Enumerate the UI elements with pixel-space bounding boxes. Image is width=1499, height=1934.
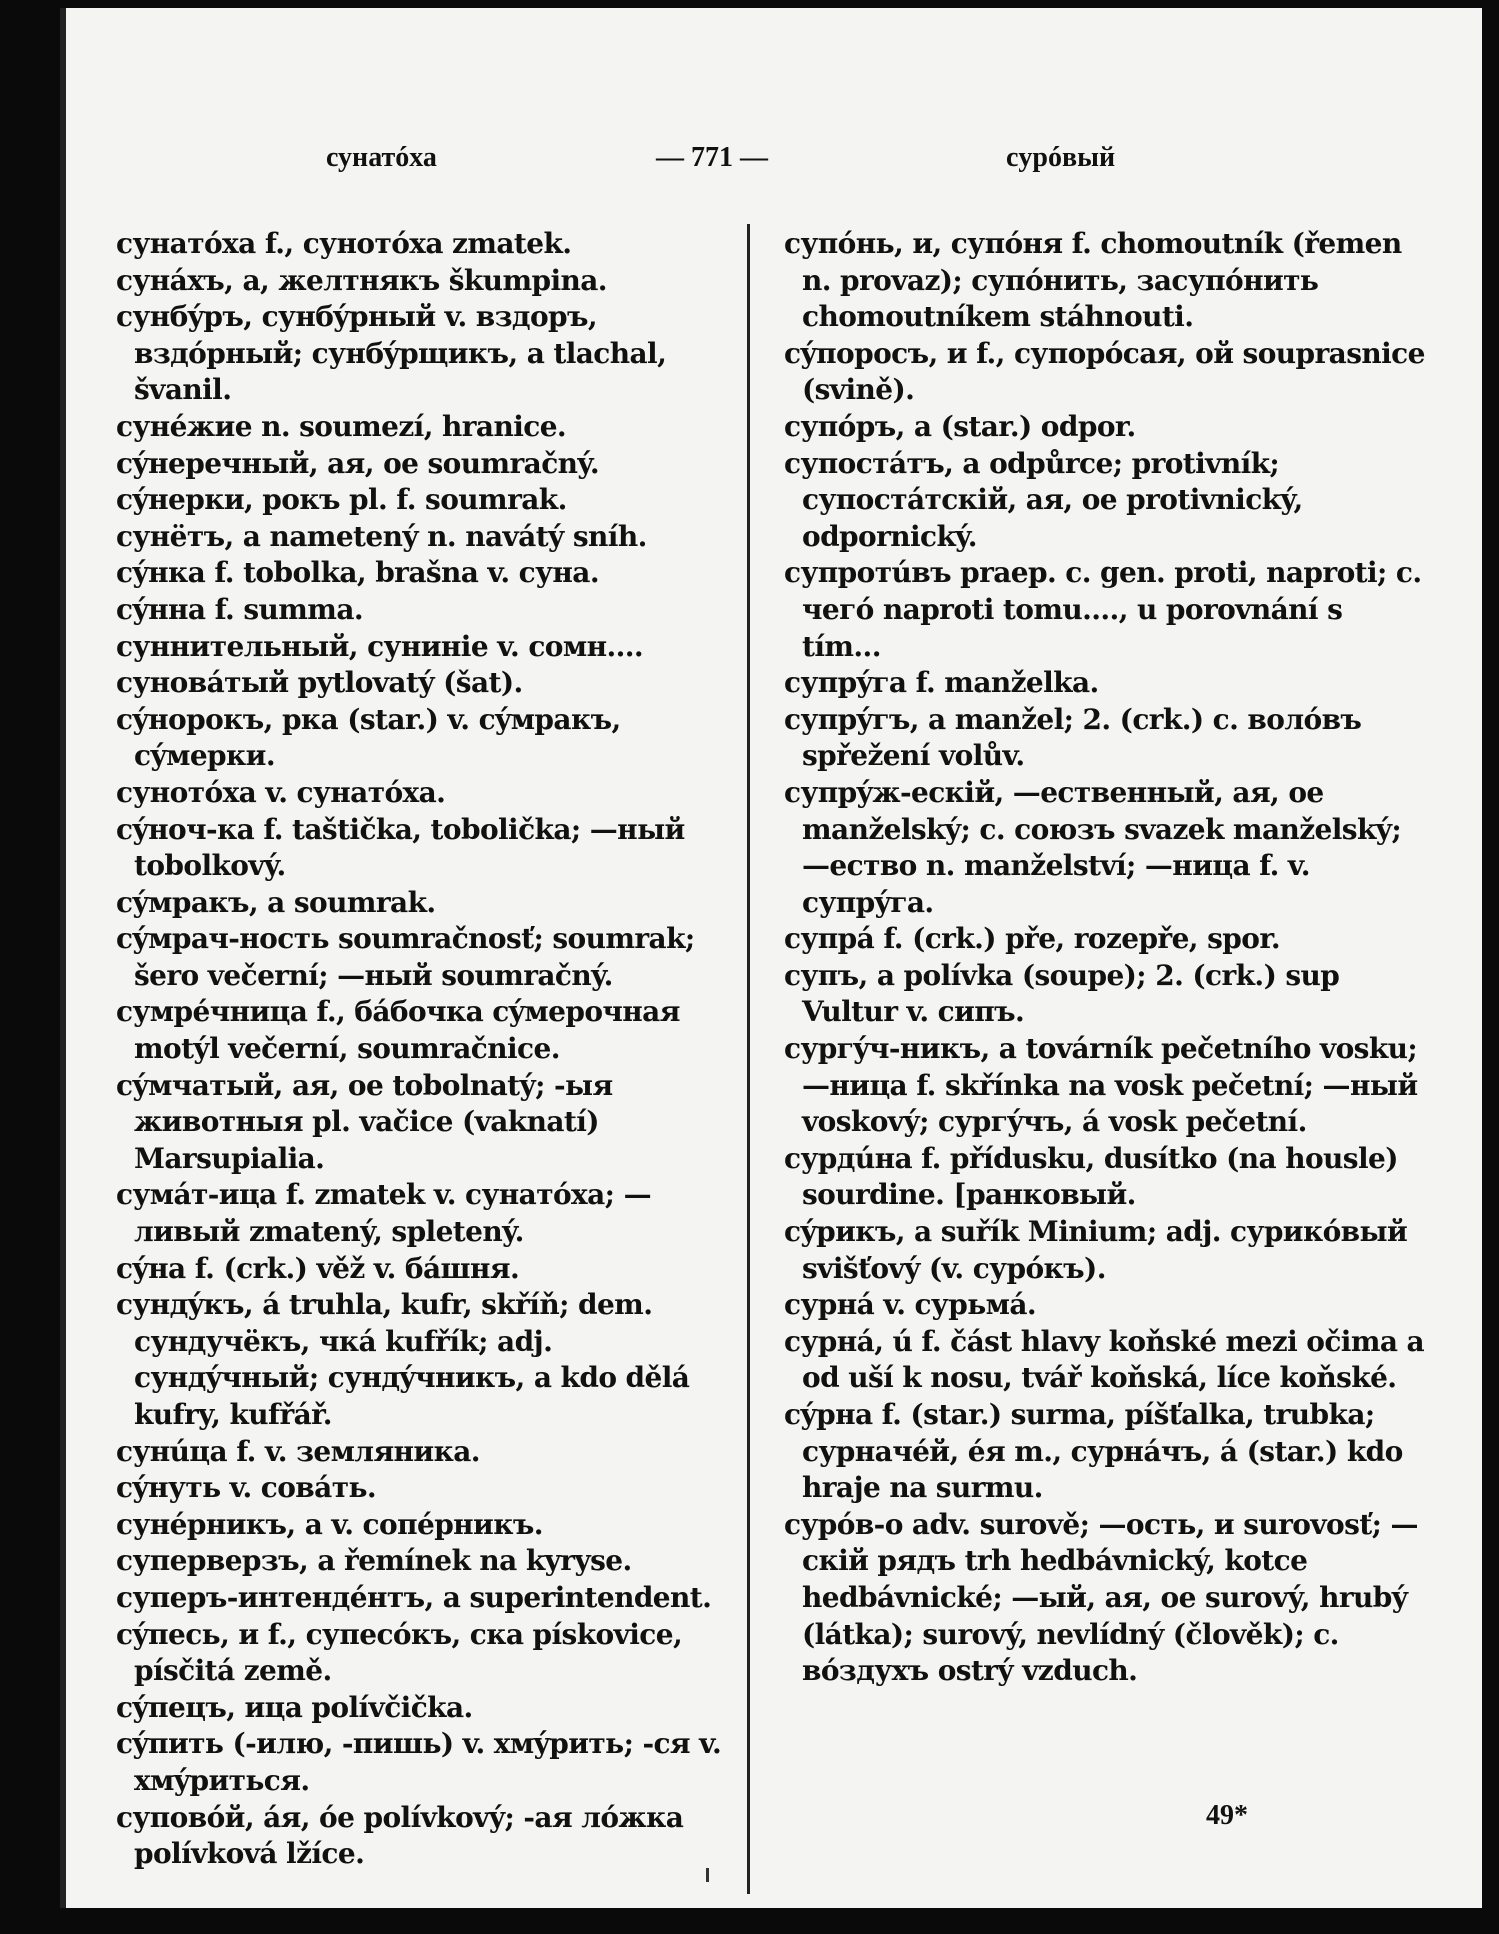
entry: сунётъ, а nametený n. navátý sníh. xyxy=(116,519,647,553)
column-divider xyxy=(747,224,750,1894)
entry: супрýгъ, a manžel; 2. (crk.) c. волóвъ spřežení volův. xyxy=(784,702,1362,773)
entry: супóнь, и, супóня f. chomoutník (řemen n. provaz); супóнить, засупóнить chomoutníkem stáhnouti. xyxy=(784,227,1402,334)
entry: сунáхъ, а, желтнякъ škumpina. xyxy=(116,263,607,297)
entry: сурнá, ú f. část hlavy koňské mezi očima a od uší k nosu, tvář koňská, líce koňské. xyxy=(784,1324,1425,1395)
entry: сýпецъ, ица polívčička. xyxy=(116,1690,473,1724)
entry: суннительный, сунинie v. сомн.... xyxy=(116,629,644,663)
entry: сумрéчница f., бáбочка сýмерочная motýl večerní, soumračnice. xyxy=(116,995,680,1066)
entry: сумáт-ица f. zmatek v. сунатóха; —ливый zmatený, spletený. xyxy=(116,1178,651,1249)
entry: сундýкъ, á truhla, kufr, skříň; dem. сундучёкъ, чкá kufřík; adj. сундýчный; сундýчникъ, a kdo dělá kufry, kufřář. xyxy=(116,1288,690,1431)
header-right-headword: cурóвый xyxy=(1006,142,1116,173)
entry: сýнорокъ, рка (star.) v. сýмракъ, сýмерки. xyxy=(116,702,621,773)
page-header xyxy=(326,142,1206,182)
signature-mark: 49* xyxy=(1206,1800,1248,1831)
entry: сýнка f. tobolka, brašna v. суна. xyxy=(116,556,599,590)
header-left-headword: сунатóха xyxy=(326,142,437,173)
entry: сýпоросъ, и f., супорóсая, ой souprasnice (svině). xyxy=(784,336,1425,407)
entry: сургýч-никъ, a továrník pečetního vosku; —ница f. skřínka na vosk pečetní; —ный voskový; сургýчъ, á vosk pečetní. xyxy=(784,1032,1418,1139)
entry: сýпить (-илю, -пишь) v. хмýрить; -ся v. хмýриться. xyxy=(116,1727,722,1797)
entry: супрýж-ескій, —ественный, ая, ое manželský; c. союзъ svazek manželský; —ество n. manželství; —ница f. v. супрýга. xyxy=(784,775,1402,919)
entry: сýмрач-ность soumračnosť; soumrak; šero večerní; —ный soumračný. xyxy=(116,922,695,992)
page-number: — 771 — xyxy=(656,142,768,173)
entry: сýнеречный, ая, ое soumračný. xyxy=(116,446,600,480)
entry: сýнерки, рокъ pl. f. soumrak. xyxy=(116,483,567,517)
entry: сýнуть v. совáть. xyxy=(116,1471,377,1505)
dictionary-page xyxy=(60,8,1482,1908)
entry: сунатóха f., сунотóха zmatek. xyxy=(116,227,572,260)
entry: сурóв-о adv. surově; —ость, и surovosť; — скій рядъ trh hedbávnický, kotce hedbávnické; —ый, ая, ое surový, hrubý (látka); surový, nevlídný (člověk); c. вóздухъ ostrý vzduch. xyxy=(784,1507,1418,1688)
entry: супъ, a polívka (soupe); 2. (crk.) sup Vultur v. сипъ. xyxy=(784,958,1340,1029)
entry: супрýга f. manželka. xyxy=(784,666,1099,700)
entry: супóръ, а (star.) odpor. xyxy=(784,409,1136,443)
entry: сунбýръ, сунбýрный v. вздоръ, вздóрный; сунбýрщикъ, a tlachal, švanil. xyxy=(116,300,667,407)
entry: сунéжие n. soumezí, hranice. xyxy=(116,409,567,443)
entry: сунотóха v. сунатóха. xyxy=(116,775,446,809)
entry: супрá f. (crk.) pře, rozepře, spor. xyxy=(784,922,1281,956)
entry: суповóй, áя, óе polívkový; -ая лóжка polívková lžíce. xyxy=(116,1800,684,1871)
right-column xyxy=(784,226,1429,1690)
entry: сýнна f. summa. xyxy=(116,592,364,626)
entry: сýпесь, и f., супесóкъ, ска pískovice, písčitá země. xyxy=(116,1617,683,1688)
entry: сýна f. (crk.) věž v. бáшня. xyxy=(116,1251,520,1285)
bottom-tick-mark xyxy=(706,1868,709,1882)
entry: сурнá v. сурьмá. xyxy=(784,1288,1037,1322)
entry: сýмчатый, ая, ое tobolnatý; -ыя животныя pl. vačice (vaknatí) Marsupialia. xyxy=(116,1068,613,1175)
left-column xyxy=(116,226,741,1873)
entry: сýноч-ка f. taštička, tobolička; —ный tobolkový. xyxy=(116,812,685,883)
entry: сурдúна f. přídusku, dusítko (na housle) sourdine. [ранковый. xyxy=(784,1141,1398,1212)
entry: сýмракъ, а soumrak. xyxy=(116,885,436,919)
entry: сýрна f. (star.) surma, píšťalka, trubka; сурначéй, éя m., сурнáчъ, á (star.) kdo hraje na surmu. xyxy=(784,1398,1403,1505)
entry: супротúвъ praep. c. gen. proti, naproti; c. чегó naproti tomu...., u porovnání s tím... xyxy=(784,556,1422,663)
entry: сунúца f. v. земляника. xyxy=(116,1434,480,1468)
entry: суперъ-интендéнтъ, a superintendent. xyxy=(116,1580,712,1614)
entry: сýрикъ, a suřík Minium; adj. сурикóвый svišťový (v. сурóкъ). xyxy=(784,1215,1408,1285)
entry: сунéрникъ, а v. сопéрникъ. xyxy=(116,1507,543,1541)
entry: суперверзъ, a řemínek na kyryse. xyxy=(116,1544,632,1578)
entry: супостáтъ, a odpůrce; protivník; супостáтскій, ая, ое protivnický, odpornický. xyxy=(784,446,1303,553)
entry: суновáтый pytlovatý (šat). xyxy=(116,666,523,700)
